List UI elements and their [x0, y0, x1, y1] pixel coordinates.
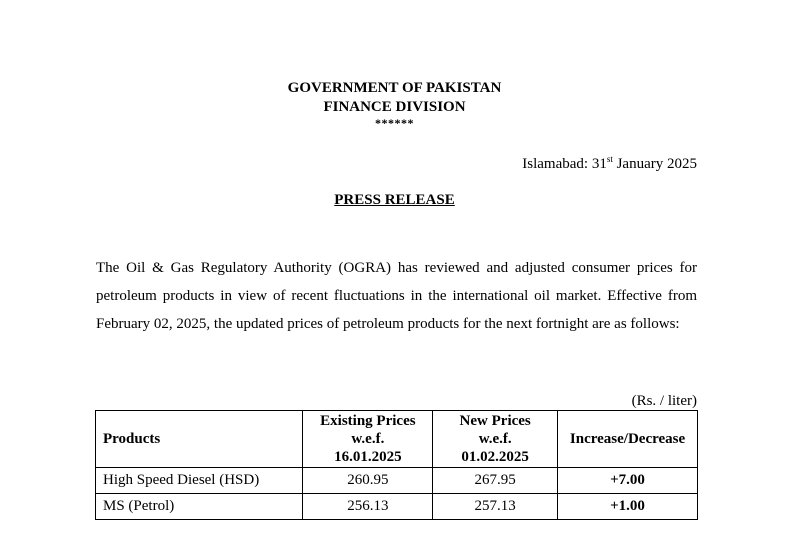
- header-increase-decrease: Increase/Decrease: [558, 411, 698, 468]
- press-release-title: PRESS RELEASE: [334, 192, 455, 208]
- header-new-line-2: w.e.f.: [478, 431, 512, 447]
- header-stars: ******: [375, 116, 414, 130]
- cell-existing-price: 260.95: [303, 468, 433, 494]
- header-existing-line-2: w.e.f.: [351, 431, 385, 447]
- header-existing-line-3: 16.01.2025: [334, 449, 402, 465]
- dateline-month-year: January 2025: [612, 156, 697, 172]
- header-government: GOVERNMENT OF PAKISTAN: [287, 80, 502, 96]
- body-paragraph: The Oil & Gas Regulatory Authority (OGRA) has reviewed and adjusted consumer prices for petroleum products in view of recent fluctuations in the international oil market. Effective from February 02, 2025, the updated prices of petroleum products for the next fortnight are as follows:: [96, 260, 697, 332]
- cell-change: +7.00: [558, 468, 698, 494]
- header-existing-line-1: Existing Prices: [320, 413, 416, 429]
- cell-new-price: 257.13: [433, 494, 558, 520]
- press-release-title-wrap: [0, 191, 789, 209]
- cell-existing-price: 256.13: [303, 494, 433, 520]
- table-row: [96, 468, 698, 494]
- cell-product: MS (Petrol): [96, 494, 303, 520]
- header-division: FINANCE DIVISION: [323, 99, 466, 115]
- dateline-place: Islamabad: 31: [522, 156, 607, 172]
- cell-product: High Speed Diesel (HSD): [96, 468, 303, 494]
- table-header-row: [96, 411, 698, 468]
- dateline-day-suffix: st: [606, 154, 613, 164]
- cell-change: +1.00: [558, 494, 698, 520]
- header-products: Products: [96, 411, 303, 468]
- header-new-line-3: 01.02.2025: [461, 449, 529, 465]
- header-new-line-1: New Prices: [459, 413, 531, 429]
- header-existing-prices: [303, 411, 433, 468]
- prices-table: [95, 410, 698, 520]
- dateline: [522, 154, 697, 173]
- header-new-prices: [433, 411, 558, 468]
- table-unit: (Rs. / liter): [631, 393, 697, 409]
- table-row: [96, 494, 698, 520]
- cell-new-price: 267.95: [433, 468, 558, 494]
